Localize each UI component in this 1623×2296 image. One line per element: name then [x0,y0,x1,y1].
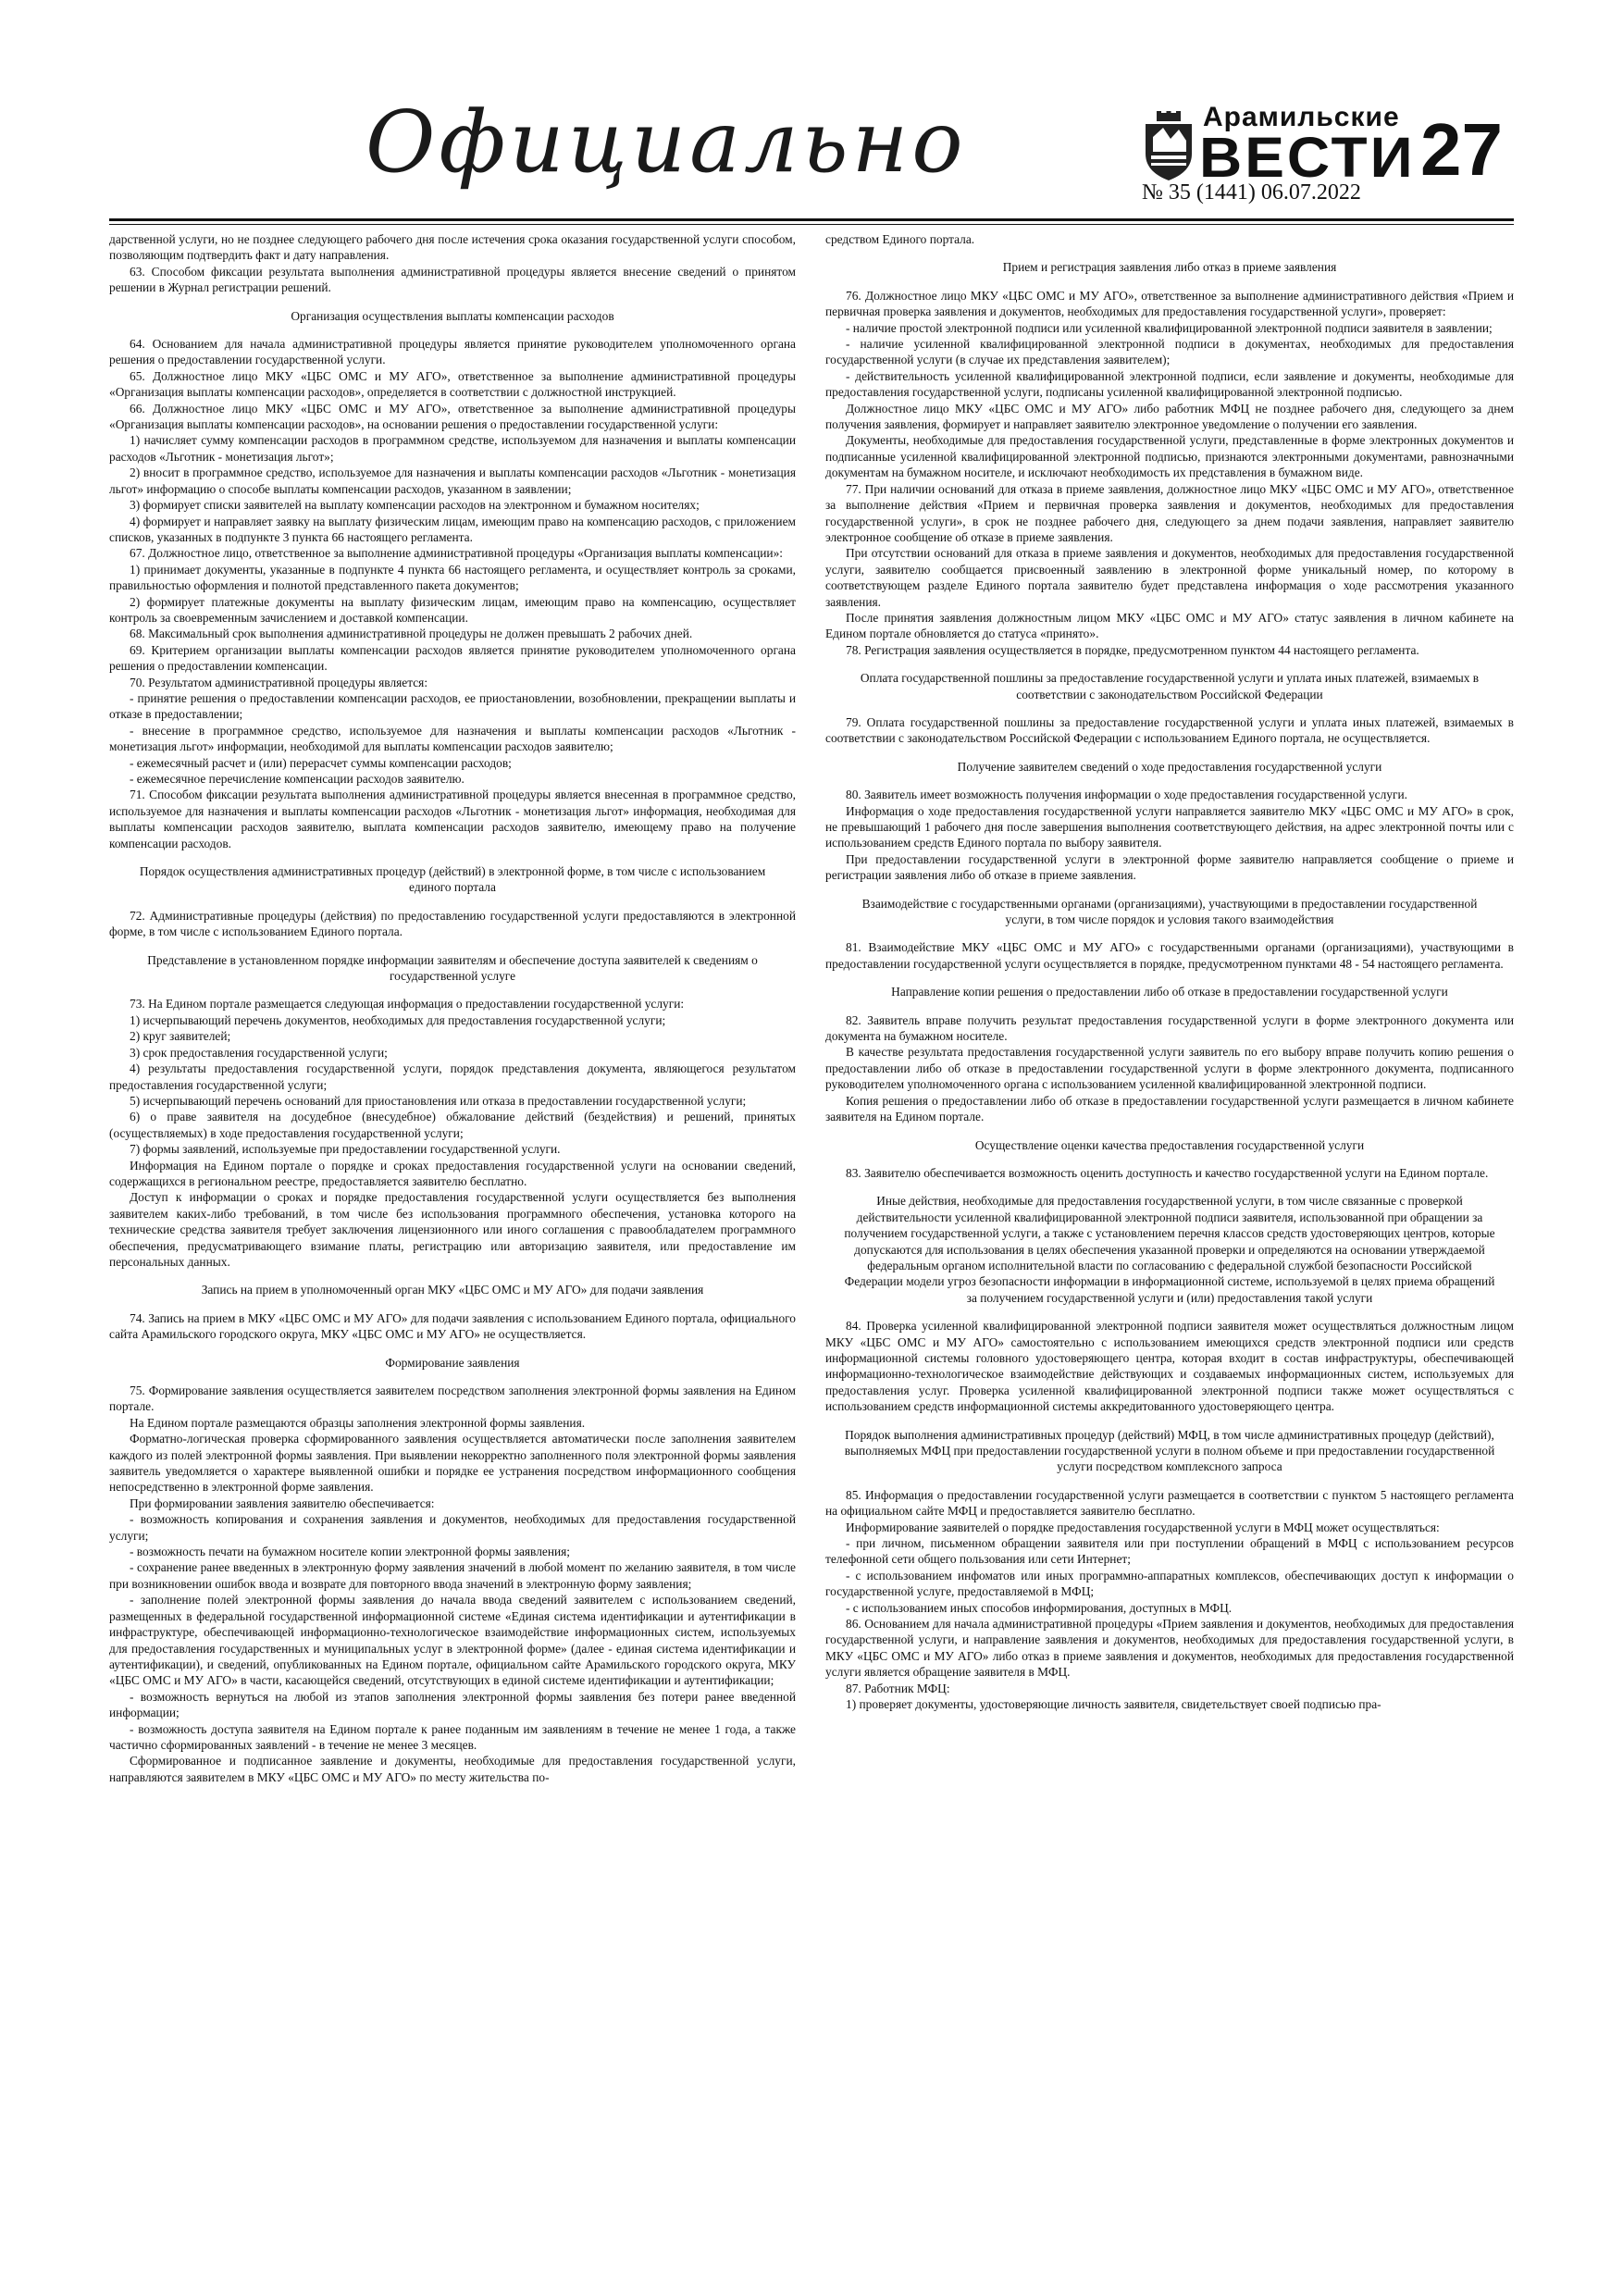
masthead [0,0,1623,213]
paragraph: 73. На Едином портале размещается следующая информация о предоставлении государственной услуги: [130,997,685,1011]
paragraph: Доступ к информации о сроках и порядке предоставления государственной услуги осуществляется без выполнения заявителем каких-либо требований, в том числе без использования программного обеспечения, установка которого на технические средства заявителя требует заключения лицензионного или иного соглашения с правообладателем программного обеспечения, предусматривающего взимание платы, регистрацию или авторизацию заявителя, или предоставление им персональных данных. [109,1190,796,1269]
paragraph: - возможность вернуться на любой из этапов заполнения электронной формы заявления без потери ранее введенной информации; [109,1689,796,1720]
paragraph: - ежемесячный расчет и (или) перерасчет суммы компенсации расходов; [130,755,512,770]
paragraph: Информация на Едином портале о порядке и сроках предоставления государственной услуги на основании сведений, содержащихся в региональном реестре, предоставляется заявителю бесплатно. [109,1158,796,1188]
section-title: Официально [365,93,967,192]
paragraph: - наличие простой электронной подписи или усиленной квалифицированной электронной подписи заявителя в заявлении; [846,320,1493,335]
paragraph: 81. Взаимодействие МКУ «ЦБС ОМС и МУ АГО» с государственными органами (организациями), участвующими в предоставлении государственной услуги осуществляется в порядке, предусмотренном пунктами 48 - 54 настоящего регламента. [825,940,1514,971]
paragraph: 72. Административные процедуры (действия) по предоставлению государственной услуги предоставляются в электронной форме, в том числе с использованием Единого портала. [109,908,796,939]
paragraph: После принятия заявления должностным лицом МКУ «ЦБС ОМС и МУ АГО» статус заявления в личном кабинете на Едином портале обновляется до статуса «принято». [825,610,1514,641]
paragraph: - наличие усиленной квалифицированной электронной подписи в документах, необходимых для предоставления государственной услуги (в случае их представления заявителем); [825,337,1514,367]
section-heading: Направление копии решения о предоставлении либо об отказе в предоставлении государственной услуги [891,985,1448,999]
paragraph: 1) исчерпывающий перечень документов, необходимых для предоставления государственной услуги; [130,1012,666,1027]
paragraph: - заполнение полей электронной формы заявления до начала ввода сведений заявителем с использованием сведений, размещенных в федеральной государственной информационной системе «Единая система идентификации и аутентификации в инфраструктуре, обеспечивающей информационно-технологическое взаимодействие информационных систем, используемых для предоставления государственных и муниципальных услуг в электронной форме» (далее - единая система идентификации и аутентификации), и сведений, опубликованных на Едином портале, официальном сайте Арамильского городского округа, МКУ «ЦБС ОМС и МУ АГО» в части, касающейся сведений, отсутствующих в единой системе идентификации и аутентификации; [109,1593,796,1688]
paragraph: 85. Информация о предоставлении государственной услуги размещается в соответствии с пунктом 5 настоящего регламента на официальном сайте МФЦ и предоставляется заявителю бесплатно. [825,1487,1514,1519]
paragraph: 79. Оплата государственной пошлины за предоставление государственной услуги и уплата иных платежей, взимаемых в соответствии с законодательством Российской Федерации с использованием Единого портала, не осуществляется. [825,714,1514,746]
paragraph: - сохранение ранее введенных в электронную форму заявления значений в любой момент по желанию заявителя, в том числе при возникновении ошибок ввода и возврате для повторного ввода значений в электронную форму заявления; [109,1560,796,1591]
paragraph: Документы, необходимые для предоставления государственной услуги, представленные в форме электронных документов и подписанные усиленной квалифицированной электронной подписью, признаются электронными документами, равнозначными документам на бумажном носителе, и исключают необходимость их представления в бумажном виде. [825,433,1514,480]
paragraph: 4) формирует и направляет заявку на выплату физическим лицам, имеющим право на компенсацию расходов, с приложением списков, указанных в подпункте 3 пункта 66 настоящего регламента. [109,514,796,544]
paragraph: 84. Проверка усиленной квалифицированной электронной подписи заявителя может осуществляться должностным лицом МКУ «ЦБС ОМС и МУ АГО» самостоятельно с использованием имеющихся средств электронной подписи или средств информационной системы головного удостоверяющего центра, которая входит в состав инфраструктуры, обеспечивающей информационно-технологическое взаимодействие действующих и создаваемых информационных систем, используемых для предоставления услуг. Проверка усиленной квалифицированной электронной подписи также может осуществляться с использованием средств информационной системы аккредитованного удостоверяющего центра. [825,1319,1514,1414]
paragraph: Информация о ходе предоставления государственной услуги направляется заявителю МКУ «ЦБС ОМС и МУ АГО» в срок, не превышающий 1 рабочего дня после завершения выполнения соответствующего действия, на адрес электронной почты или с использованием средств Единого портала по выбору заявителя. [825,803,1514,850]
right-column [825,231,1514,1713]
paragraph: 68. Максимальный срок выполнения административной процедуры не должен превышать 2 рабочих дней. [130,627,693,641]
paragraph: 3) срок предоставления государственной услуги; [130,1045,388,1060]
city-emblem-icon [1140,111,1197,181]
paragraph: При отсутствии оснований для отказа в приеме заявления и документов, необходимых для предоставления государственной услуги, заявителю сообщается присвоенный заявлению в электронной форме уникальный номер, по которому в соответствующем разделе Единого портала заявителю будет представлена информация о ходе рассмотрения указанного заявления. [825,546,1514,609]
logo-big-text: ВЕСТИ [1199,125,1416,190]
section-heading: Формирование заявления [385,1355,520,1370]
section-heading: Получение заявителем сведений о ходе предоставления государственной услуги [957,759,1382,774]
paragraph: 63. Способом фиксации результата выполнения административной процедуры является внесение сведений о принятом решении в Журнал регистрации решений. [109,264,796,295]
paragraph: 1) проверяет документы, удостоверяющие личность заявителя, свидетельствует своей подписью пра- [846,1697,1381,1712]
paragraph: 5) исчерпывающий перечень оснований для приостановления или отказа в предоставлении государственной услуги; [130,1093,747,1108]
paragraph: 80. Заявитель имеет возможность получения информации о ходе предоставления государственной услуги. [846,788,1407,802]
paragraph: 7) формы заявлений, используемые при предоставлении государственной услуги. [130,1142,561,1157]
section-heading: Взаимодействие с государственными органами (организациями), участвующими в предоставлении государственной услуги, в том числе порядок и условия такого взаимодействия [861,896,1478,927]
logo-small-text: Арамильские [1203,102,1400,132]
paragraph: - ежемесячное перечисление компенсации расходов заявителю. [130,772,465,786]
paragraph: Сформированное и подписанное заявление и документы, необходимые для предоставления государственной услуги, направляются заявителем в МКУ «ЦБС ОМС и МУ АГО» по месту жительства по- [109,1754,796,1784]
paragraph: 76. Должностное лицо МКУ «ЦБС ОМС и МУ АГО», ответственное за выполнение административного действия «Прием и первичная проверка заявления и документов, необходимых для предоставления государственной услуги», проверяет: [825,288,1514,319]
section-heading: Организация осуществления выплаты компенсации расходов [291,308,614,323]
paragraph: 82. Заявитель вправе получить результат предоставления государственной услуги в форме электронного документа или документа на бумажном носителе. [825,1012,1514,1044]
paragraph: Копия решения о предоставлении либо об отказе в предоставлении государственной услуги размещается в личном кабинете заявителя на Едином портале. [825,1093,1514,1124]
paragraph: средством Единого портала. [825,232,975,246]
paragraph: - с использованием иных способов информирования, доступных в МФЦ. [846,1600,1233,1615]
header-rule-thin [109,224,1514,225]
paragraph: 65. Должностное лицо МКУ «ЦБС ОМС и МУ АГО», ответственное за выполнение административной процедуры «Организация выплаты компенсации расходов», определяется в соответствии с должностной инструкцией. [109,368,796,400]
header-rule [109,218,1514,221]
paragraph: 74. Запись на прием в МКУ «ЦБС ОМС и МУ АГО» для подачи заявления с использованием Единого портала, официального сайта Арамильского городского округа, МКУ «ЦБС ОМС и МУ АГО» не осуществляется. [109,1310,796,1342]
paragraph: - возможность печати на бумажном носителе копии электронной формы заявления; [130,1545,571,1559]
paragraph: - действительность усиленной квалифицированной электронной подписи, если заявление и документы, необходимые для предоставления государственной услуги, подписаны усиленной квалифицированной электронной подписью. [825,368,1514,400]
paragraph: При предоставлении государственной услуги в электронной форме заявителю направляется сообщение о приеме и регистрации заявления либо об отказе в приеме заявления. [825,851,1514,883]
paragraph: дарственной услуги, но не позднее следующего рабочего дня после истечения срока оказания государственной услуги способом, позволяющим подтвердить факт и дату направления. [109,232,796,263]
paragraph: 1) принимает документы, указанные в подпункте 4 пункта 66 настоящего регламента, и осуществляет контроль за сроками, правильностью оформления и полнотой представленного пакета документов; [109,562,796,593]
paragraph: 2) формирует платежные документы на выплату физическим лицам, имеющим право на компенсацию, осуществляет контроль за своевременным зачислением и доставкой компенсации. [109,594,796,625]
paragraph: 71. Способом фиксации результата выполнения административной процедуры является внесенная в программное средство, используемое для назначения и выплаты компенсации расходов «Льготник - монетизация льгот» информация, необходимая для выплаты компенсации расходов заявителю, выплата компенсации расходов заявителю, имеющему право на получение компенсации расходов. [109,788,796,850]
issue-number: № 35 (1441) 06.07.2022 [1142,180,1361,205]
paragraph: 86. Основанием для начала административной процедуры «Прием заявления и документов, необходимых для предоставления государственной услуги, и направление заявления и документов, необходимых для предоставления государственной услуги, в МКУ «ЦБС ОМС и МУ АГО» либо отказ в приеме заявления и документов, необходимых для предоставления государственной услуги является обращение заявителя в МФЦ. [825,1617,1514,1680]
paragraph: 83. Заявителю обеспечивается возможность оценить доступность и качество государственной услуги на Едином портале. [846,1165,1489,1180]
paragraph: Форматно-логическая проверка сформированного заявления осуществляется автоматически после заполнения заявителем каждого из полей электронной формы заявления. При выявлении некорректно заполненного поля электронной формы заявления заявитель уведомляется о характере выявленной ошибки и порядке ее устранения посредством информационного сообщения непосредственно в электронной форме заявления. [109,1432,796,1495]
paragraph: В качестве результата предоставления государственной услуги заявитель по его выбору вправе получить копию решения о предоставлении либо об отказе в предоставлении государственной услуги в форме электронного документа, подписанного руководителем уполномоченного органа с использованием усиленной квалифицированной электронной подписи. [825,1045,1514,1092]
paragraph: 4) результаты предоставления государственной услуги, порядок представления документа, являющегося результатом предоставления государственной услуги; [109,1061,796,1092]
paragraph: 77. При наличии оснований для отказа в приеме заявления, должностное лицо МКУ «ЦБС ОМС и МУ АГО», ответственное за выполнение действия «Прием и первичная проверка заявления и документов, необходимых для предоставления государственной услуги», в срок не позднее рабочего дня, следующего за днем подачи заявления, направляет заявителю электронное сообщение об отказе в приеме заявления. [825,481,1514,544]
paragraph: 75. Формирование заявления осуществляется заявителем посредством заполнения электронной формы заявления на Едином портале. [109,1384,796,1414]
paragraph: 1) начисляет сумму компенсации расходов в программном средстве, используемом для назначения и выплаты компенсации расходов «Льготник - монетизация льгот»; [109,433,796,464]
paragraph: 3) формирует списки заявителей на выплату компенсации расходов на электронном и бумажном носителях; [130,498,700,513]
paragraph: - при личном, письменном обращении заявителя или при поступлении обращений в МФЦ с использованием ресурсов телефонной сети общего пользования или сети Интернет; [825,1536,1514,1567]
paragraph: 6) о праве заявителя на досудебное (внесудебное) обжалование действий (бездействия) и решений, принятых (осуществляемых) в ходе предоставления государственной услуги; [109,1110,796,1140]
paragraph: 2) круг заявителей; [130,1029,231,1044]
paragraph: - возможность доступа заявителя на Едином портале к ранее поданным им заявлениям в течение не менее 1 года, а также частично сформированных заявлений - в течение не менее 3 месяцев. [109,1721,796,1752]
paragraph: 70. Результатом административной процедуры является: [130,675,428,689]
paragraph: 69. Критерием организации выплаты компенсации расходов является принятие руководителем уполномоченного органа решения о предоставлении компенсации. [109,642,796,674]
section-heading: Порядок выполнения административных процедур (действий) МФЦ, в том числе административных процедур (действий), выполняемых МФЦ при предоставлении государственной услуги в полном объеме и при предоставлении государственной услуги посредством комплексного запроса [844,1427,1495,1474]
page-number: 27 [1420,108,1503,191]
section-heading: Представление в установленном порядке информации заявителям и обеспечение доступа заявителей к сведениям о государственной услуге [147,952,758,984]
paragraph: Должностное лицо МКУ «ЦБС ОМС и МУ АГО» либо работник МФЦ не позднее рабочего дня, следующего за днем получения заявления, формирует и направляет заявителю электронное уведомление о получении его заявления. [825,401,1514,432]
paragraph: - возможность копирования и сохранения заявления и документов, необходимых для предоставления государственной услуги; [109,1512,796,1543]
paragraph: 87. Работник МФЦ: [846,1681,950,1695]
paragraph: - внесение в программное средство, используемое для назначения и выплаты компенсации расходов «Льготник - монетизация льгот» информации, необходимой для выплаты компенсации расходов заявителю; [109,723,796,754]
section-heading: Порядок осуществления административных процедур (действий) в электронной форме, в том числе с использованием единого портала [139,864,766,895]
paragraph: 2) вносит в программное средство, используемое для назначения и выплаты компенсации расходов «Льготник - монетизация льгот» информацию о способе выплаты компенсации расходов, указанном в заявлении; [109,465,796,496]
paragraph: 66. Должностное лицо МКУ «ЦБС ОМС и МУ АГО», ответственное за выполнение административной процедуры «Организация выплаты компенсации расходов», на основании решения о предоставлении государственной услуги: [109,401,796,432]
section-heading: Запись на прием в уполномоченный орган МКУ «ЦБС ОМС и МУ АГО» для подачи заявления [201,1283,704,1297]
paragraph: Информирование заявителей о порядке предоставления государственной услуги в МФЦ может осуществляться: [846,1520,1440,1534]
section-heading: Оплата государственной пошлины за предоставление государственной услуги и уплата иных платежей, взимаемых в соответствии с законодательством Российской Федерации [860,671,1480,701]
paragraph: - принятие решения о предоставлении компенсации расходов, ее приостановлении, возобновлении, прекращении выплаты и отказе в предоставлении; [109,690,796,722]
left-column [109,231,796,1785]
section-heading: Прием и регистрация заявления либо отказ в приеме заявления [1002,260,1337,275]
paragraph: 64. Основанием для начала административной процедуры является принятие руководителем уполномоченного органа решения о предоставлении государственной услуги. [109,337,796,367]
paragraph: 78. Регистрация заявления осуществляется в порядке, предусмотренном пунктом 44 настоящего регламента. [846,642,1419,657]
paragraph: 67. Должностное лицо, ответственное за выполнение административной процедуры «Организация выплаты компенсации»: [130,546,783,561]
paragraph: При формировании заявления заявителю обеспечивается: [130,1496,435,1510]
paragraph: - с использованием инфоматов или иных программно-аппаратных комплексов, обеспечивающих доступ к информации о государственной услуге, предоставляемой в МФЦ; [825,1568,1514,1599]
section-heading: Иные действия, необходимые для предоставления государственной услуги, в том числе связанные с проверкой действительности усиленной квалифицированной электронной подписи заявителя, использованной при обращении за получением государственной услуги, а также с установлением перечня классов средств удостоверяющих центров, которые допускаются для использования в целях обеспечения указанной проверки и определяются на основании утверждаемой федеральным органом исполнительной власти по согласованию с федеральной службой безопасности Российской Федерации модели угроз безопасности информации в информационной системе, используемой в целях приема обращений за получением государственной услуги и (или) предоставления такой услуги [844,1194,1495,1305]
paragraph: На Едином портале размещаются образцы заполнения электронной формы заявления. [130,1415,586,1430]
section-heading: Осуществление оценки качества предоставления государственной услуги [974,1137,1365,1152]
